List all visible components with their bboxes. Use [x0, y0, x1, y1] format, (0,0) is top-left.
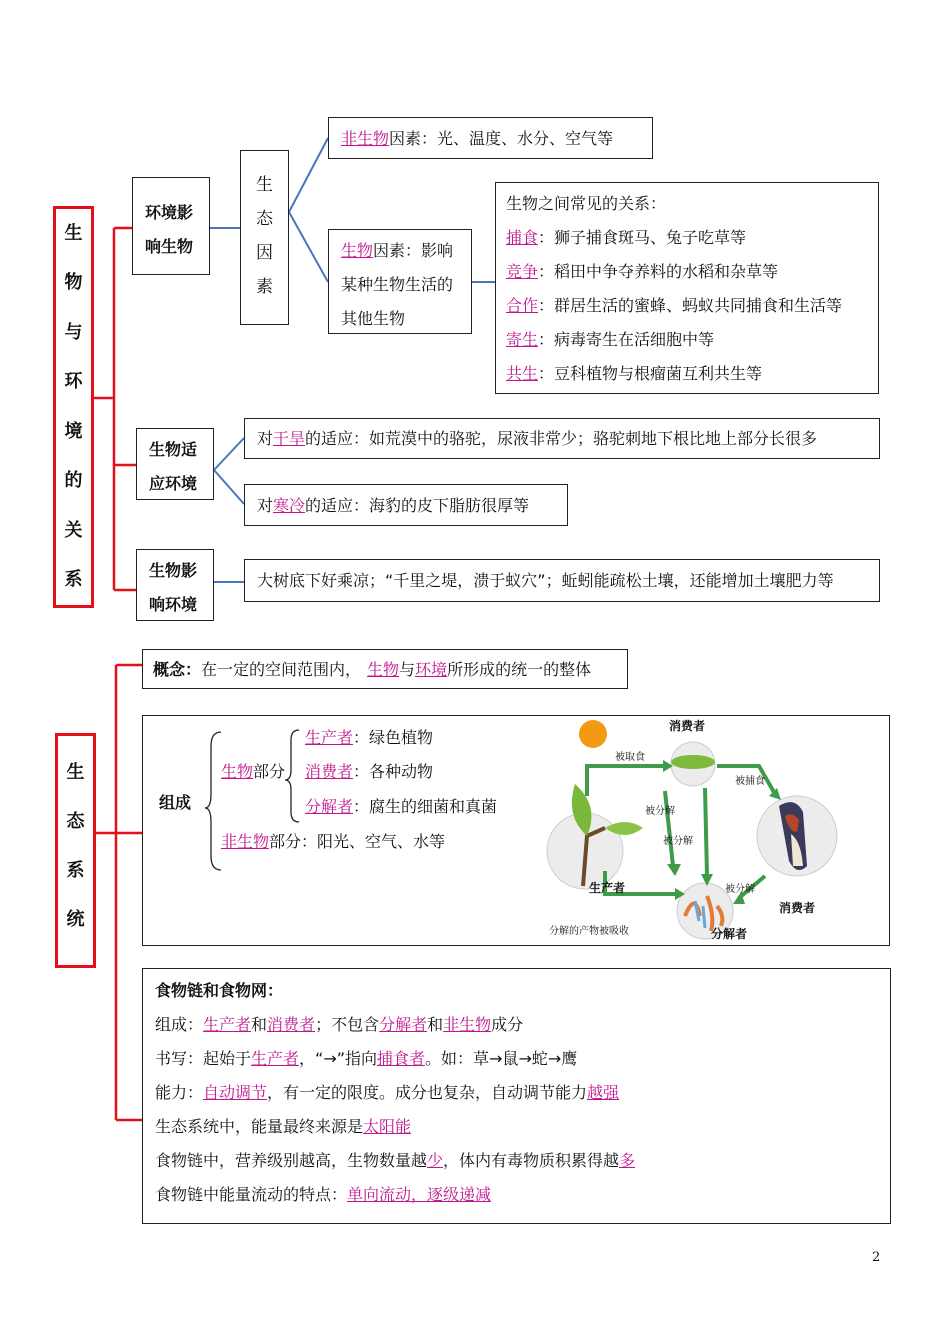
- page-number: 2: [872, 1250, 881, 1265]
- abio-highlight: 非生物: [221, 832, 270, 851]
- section2-char: 态: [66, 811, 85, 832]
- composition-box: [142, 715, 890, 946]
- highlight: 生产者: [203, 1015, 252, 1034]
- text: 。如：草→鼠→蛇→鹰: [425, 1049, 578, 1068]
- producer-text: ：绿色植物: [353, 728, 434, 747]
- affect-text: 大树底下好乘凉；“千里之堤，溃于蚁穴”；蚯蚓能疏松土壤，还能增加土壤肥力等: [257, 571, 834, 590]
- env-affects-line: 环境影: [145, 203, 194, 222]
- foodchain-line: [155, 1110, 890, 1144]
- highlight: 分解者: [379, 1015, 428, 1034]
- abiotic-factor-box: [328, 117, 653, 159]
- section2-char: 生: [66, 762, 85, 783]
- producer-item: [305, 721, 433, 755]
- relation-highlight: 合作: [506, 296, 539, 315]
- drought-box: [244, 418, 880, 459]
- foodchain-line: [155, 1144, 890, 1178]
- concept-label: 概念：: [153, 660, 202, 679]
- foodchain-line: [155, 1042, 890, 1076]
- consumer-item: [305, 755, 433, 789]
- eco-factor-char: 生: [256, 175, 273, 195]
- text: 和: [251, 1015, 268, 1034]
- foodchain-title: 食物链和食物网：: [155, 981, 284, 1000]
- text: 食物链中能量流动的特点：: [155, 1185, 348, 1204]
- eco-factor-char: 因: [256, 243, 273, 263]
- text: 能力：: [155, 1083, 204, 1102]
- drought-highlight: 干旱: [273, 429, 306, 448]
- producer-highlight: 生产者: [305, 728, 354, 747]
- adapt-line: 应环境: [149, 474, 198, 493]
- section1-char: 生: [64, 223, 83, 244]
- foodchain-line: [155, 1178, 890, 1212]
- section1-char: 与: [64, 321, 83, 343]
- eco-factor-char: 态: [256, 209, 273, 229]
- ecosystem-diagram: [545, 716, 891, 945]
- text: 和: [427, 1015, 444, 1034]
- text: ，体内有毒物质积累得越: [443, 1151, 620, 1170]
- text: 组成：: [155, 1015, 204, 1034]
- relation-highlight: 共生: [506, 364, 539, 383]
- affect-line: 生物影: [149, 561, 198, 580]
- consumer-text: ：各种动物: [353, 762, 434, 781]
- concept-highlight: 环境: [415, 660, 448, 679]
- biotic-text: 因素：影响: [373, 241, 454, 260]
- drought-pre: 对: [257, 429, 274, 448]
- drought-text: 的适应：如荒漠中的骆驼，尿液非常少；骆驼刺地下根比地上部分长很多: [305, 429, 818, 448]
- diagram-decomposed-label: 被分解: [645, 806, 675, 817]
- abiotic-text: 因素：光、温度、水分、空气等: [389, 129, 614, 148]
- foodchain-line: [155, 1076, 890, 1110]
- section2-char: 统: [66, 909, 85, 930]
- diagram-consumer-top-label: 消费者: [669, 719, 706, 733]
- foodchain-line: [155, 1008, 890, 1042]
- eco-factor-char: 素: [256, 277, 273, 297]
- relations-box: [495, 182, 879, 394]
- highlight: 消费者: [267, 1015, 316, 1034]
- concept-text: 所形成的统一的整体: [447, 660, 592, 679]
- cold-highlight: 寒冷: [273, 496, 306, 515]
- sun-icon: [579, 720, 607, 748]
- text: ；不包含: [315, 1015, 380, 1034]
- section1-char: 环: [64, 371, 83, 393]
- relation-item: [506, 221, 878, 255]
- relation-item: [506, 255, 878, 289]
- section2-char: 系: [66, 860, 85, 881]
- text: 生态系统中，能量最终来源是: [155, 1117, 364, 1136]
- diagram-decomposer-label: 分解者: [711, 927, 748, 941]
- abiotic-highlight: 非生物: [341, 129, 390, 148]
- relation-text: ：病毒寄生在活细胞中等: [538, 330, 715, 349]
- decomposer-text: ：腐生的细菌和真菌: [353, 797, 498, 816]
- composition-label: 组成: [159, 793, 192, 812]
- bio-part-text: 部分: [253, 762, 286, 781]
- relation-item: [506, 357, 878, 391]
- highlight: 少: [427, 1151, 444, 1170]
- highlight: 越强: [587, 1083, 620, 1102]
- text: 成分: [491, 1015, 524, 1034]
- highlight: 多: [619, 1151, 636, 1170]
- concept-box: [142, 649, 628, 689]
- section1-char: 物: [64, 272, 83, 294]
- cold-text: 的适应：海豹的皮下脂肪很厚等: [305, 496, 530, 515]
- affect-env-box: [136, 549, 214, 621]
- bio-part: [221, 755, 285, 789]
- concept-highlight: 生物: [367, 660, 400, 679]
- eco-factor-box: [240, 150, 289, 325]
- env-affects-line: 响生物: [145, 237, 194, 256]
- diagram-decomposed-label: 被分解: [725, 884, 755, 895]
- relation-highlight: 竞争: [506, 262, 539, 281]
- affect-line: 响环境: [149, 595, 198, 614]
- highlight: 自动调节: [203, 1083, 268, 1102]
- text: ，“→”指向: [299, 1049, 378, 1068]
- highlight: 捕食者: [377, 1049, 426, 1068]
- relation-highlight: 寄生: [506, 330, 539, 349]
- diagram-consumer-right-label: 消费者: [779, 901, 816, 915]
- env-affects-box: [132, 177, 210, 275]
- abio-part: [221, 825, 445, 859]
- highlight: 生产者: [251, 1049, 300, 1068]
- relations-title: 生物之间常见的关系：: [506, 194, 667, 213]
- concept-text: 在一定的空间范围内，: [201, 660, 362, 679]
- highlight: 非生物: [443, 1015, 492, 1034]
- decomposer-highlight: 分解者: [305, 797, 354, 816]
- section1-char: 境: [64, 420, 83, 442]
- section1-title: [53, 206, 94, 608]
- biotic-highlight: 生物: [341, 241, 374, 260]
- section1-char: 系: [64, 568, 83, 590]
- foodchain-box: [142, 968, 891, 1224]
- relation-text: ：稻田中争夺养料的水稻和杂草等: [538, 262, 779, 281]
- cold-pre: 对: [257, 496, 274, 515]
- cold-box: [244, 484, 568, 526]
- abio-text: 部分：阳光、空气、水等: [269, 832, 446, 851]
- biotic-text: 其他生物: [341, 309, 406, 328]
- diagram-eaten-label: 被取食: [615, 752, 645, 763]
- biotic-factor-box: [328, 229, 472, 334]
- section1-char: 的: [64, 470, 83, 492]
- consumer-highlight: 消费者: [305, 762, 354, 781]
- section2-title: [55, 733, 96, 968]
- diagram-producer-label: 生产者: [589, 881, 626, 895]
- text: 食物链中，营养级别越高，生物数量越: [155, 1151, 428, 1170]
- adapt-line: 生物适: [149, 440, 198, 459]
- diagram-decomposed-label: 被分解: [663, 836, 693, 847]
- relation-item: [506, 323, 878, 357]
- decomposer-item: [305, 790, 497, 824]
- diagram-preyed-label: 被捕食: [735, 776, 765, 787]
- relation-text: ：群居生活的蜜蜂、蚂蚁共同捕食和生活等: [538, 296, 843, 315]
- bio-part-highlight: 生物: [221, 762, 254, 781]
- text: 书写：起始于: [155, 1049, 252, 1068]
- relation-highlight: 捕食: [506, 228, 539, 247]
- concept-text: 与: [399, 660, 416, 679]
- affect-text-box: [244, 559, 880, 602]
- text: ，有一定的限度。成分也复杂，自动调节能力: [267, 1083, 588, 1102]
- diagram-absorbed-label: 分解的产物被吸收: [549, 926, 629, 937]
- highlight: 单向流动，逐级递减: [347, 1185, 492, 1204]
- section1-char: 关: [64, 519, 83, 541]
- adapt-env-box: [136, 428, 214, 500]
- highlight: 太阳能: [363, 1117, 412, 1136]
- caterpillar-icon: [671, 755, 715, 769]
- relation-item: [506, 289, 878, 323]
- relation-text: ：狮子捕食斑马、兔子吃草等: [538, 228, 747, 247]
- biotic-text: 某种生物生活的: [341, 275, 454, 294]
- relation-text: ：豆科植物与根瘤菌互利共生等: [538, 364, 763, 383]
